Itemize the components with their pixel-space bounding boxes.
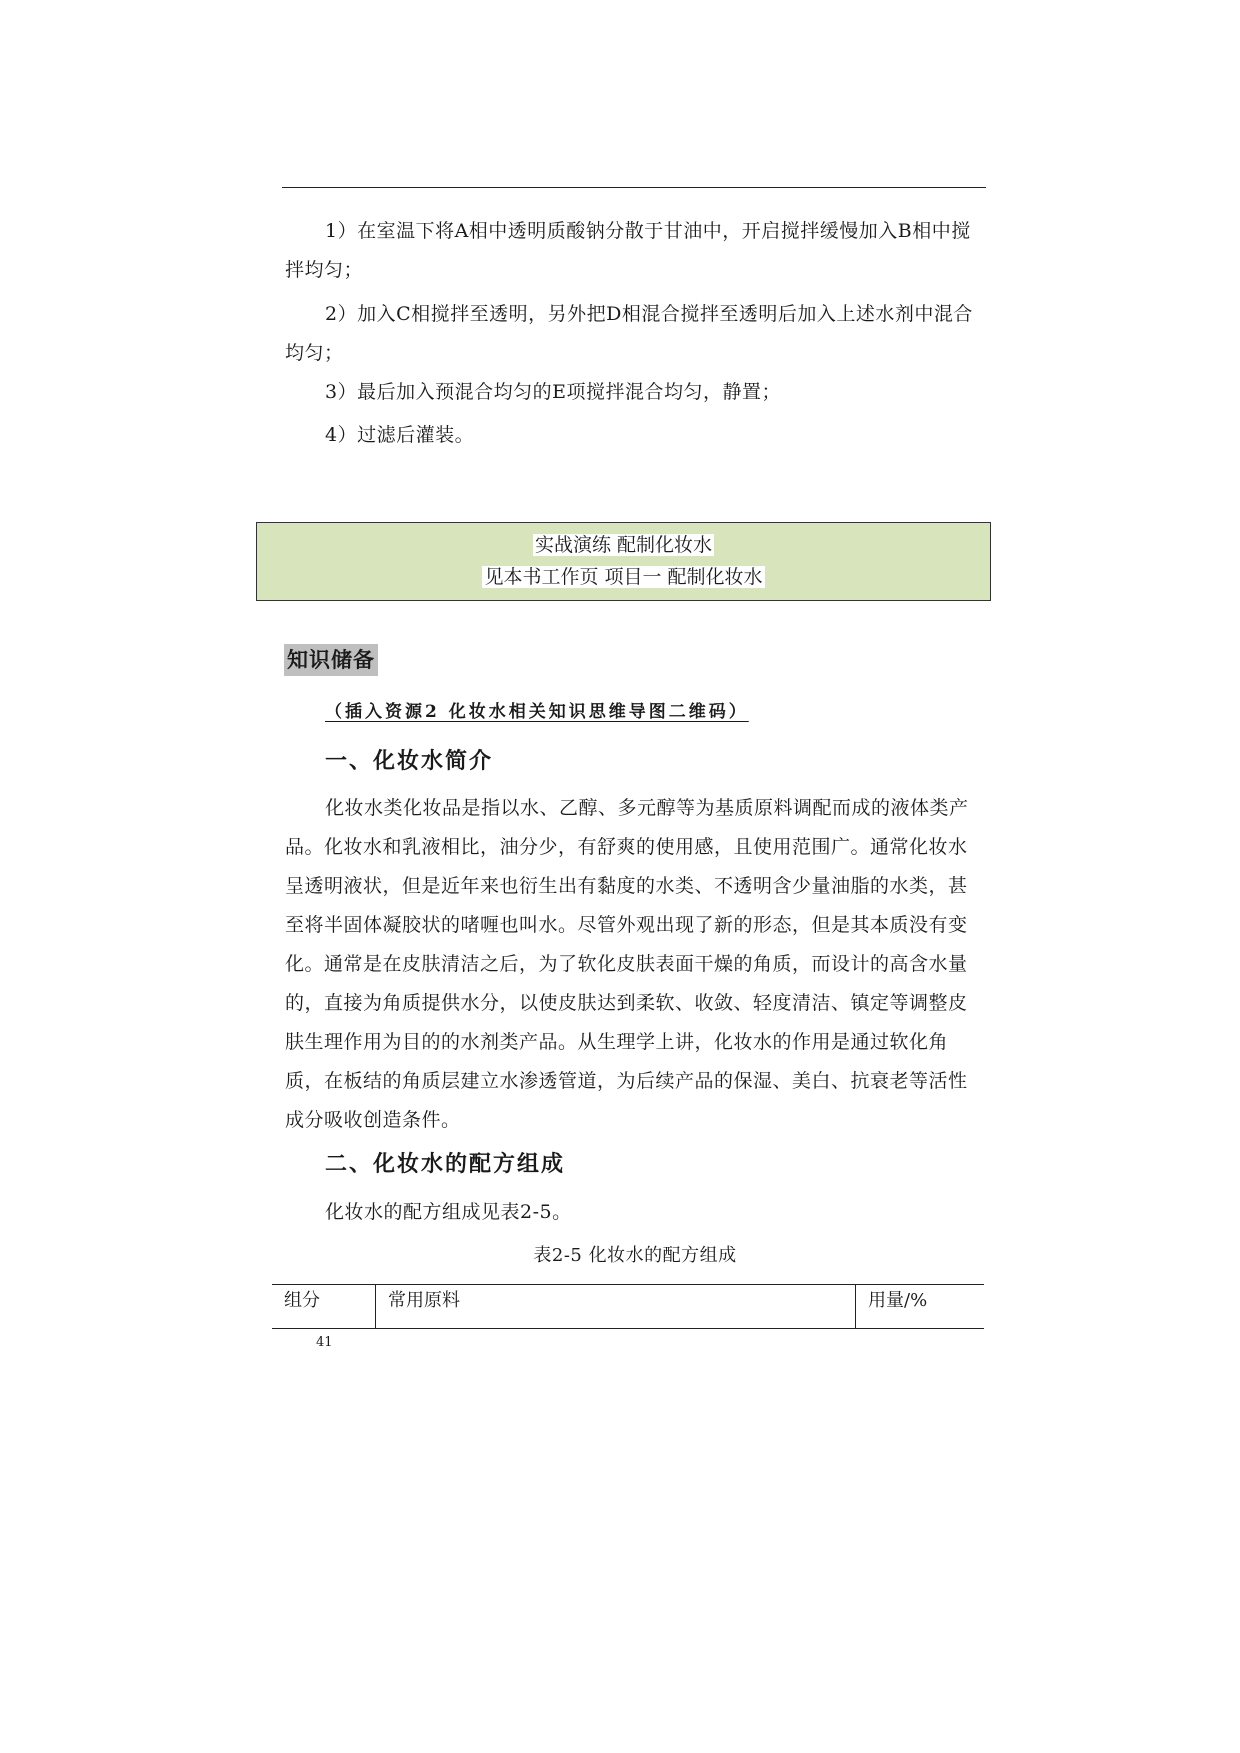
section-1-body: 化妆水类化妆品是指以水、乙醇、多元醇等为基质原料调配而成的液体类产品。化妆水和乳液相比，油分少，有舒爽的使用感，且使用范围广。通常化妆水呈透明液状，但是近年来也衍生出有黏度的水类、不透明含少量油脂的水类，甚至将半固体凝胶状的啫喱也叫水。尽管外观出现了新的形态，但是其本质没有变化。通常是在皮肤清洁之后，为了软化皮肤表面干燥的角质，而设计的高含水量的，直接为角质提供水分，以使皮肤达到柔软、收敛、轻度清洁、镇定等调整皮肤生理作用为目的的水剂类产品。从生理学上讲，化妆水的作用是通过软化角质，在板结的角质层建立水渗透管道，为后续产品的保湿、美白、抗衰老等活性成分吸收创造条件。 (285, 797, 969, 1131)
practice-box (256, 522, 991, 601)
step-4: 4）过滤后灌装。 (325, 424, 475, 446)
table-header-dosage: 用量/% (868, 1290, 928, 1311)
table-header-component: 组分 (272, 1285, 376, 1328)
page-number: 41 (316, 1335, 333, 1350)
header-rule (282, 187, 986, 188)
section-2-body: 化妆水的配方组成见表2-5。 (325, 1201, 572, 1223)
step-3: 3）最后加入预混合均匀的E项搅拌混合均匀，静置； (325, 381, 781, 403)
table-header-materials: 常用原料 (376, 1285, 856, 1328)
section-2-heading: 二、化妆水的配方组成 (325, 1152, 566, 1177)
practice-reference: 见本书工作页 项目一 配制化妆水 (484, 566, 763, 588)
table-caption: 表2-5 化妆水的配方组成 (533, 1245, 737, 1266)
step-1: 1）在室温下将A相中透明质酸钠分散于甘油中，开启搅拌缓慢加入B相中搅拌均匀； (285, 220, 971, 281)
section-tag: 知识储备 (284, 644, 378, 676)
formula-table (272, 1284, 984, 1329)
resource-note: （插入资源2 化妆水相关知识思维导图二维码） (325, 702, 749, 722)
section-1-heading: 一、化妆水简介 (325, 749, 494, 774)
practice-title: 实战演练 配制化妆水 (534, 534, 713, 556)
step-2: 2）加入C相搅拌至透明，另外把D相混合搅拌至透明后加入上述水剂中混合均匀； (285, 303, 973, 364)
